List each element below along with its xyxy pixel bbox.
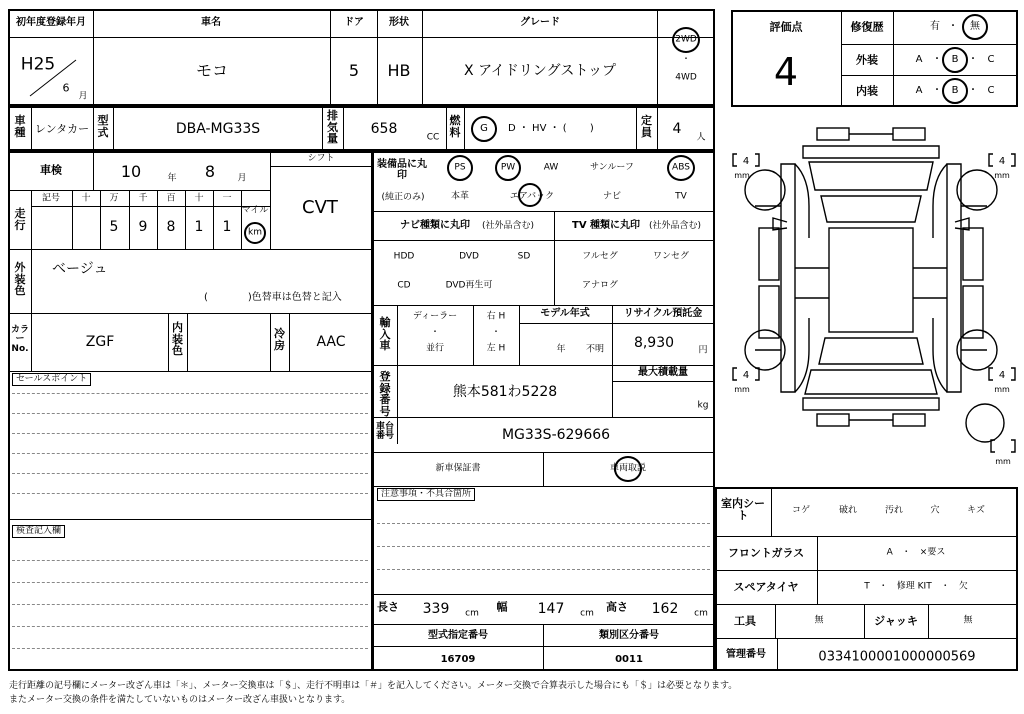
import-hand-dot: ・ bbox=[491, 327, 501, 338]
repair-history-label: 修復歴 bbox=[850, 20, 884, 34]
new-car-warranty: 新車保証書 bbox=[435, 463, 481, 474]
tools-value: 無 bbox=[814, 615, 824, 626]
equipment-pw: PW bbox=[500, 162, 516, 173]
repair-no: 無 bbox=[970, 21, 980, 32]
import-parallel: 並行 bbox=[425, 343, 445, 354]
inspection-year-unit: 年 bbox=[167, 173, 177, 184]
mileage-sign-label: 記号 bbox=[41, 193, 61, 204]
length-cm: cm bbox=[465, 608, 479, 619]
category-label: 類別区分番号 bbox=[599, 630, 659, 641]
inspection-month: 8 bbox=[204, 162, 216, 181]
exterior-color-label: 外装色 bbox=[14, 261, 26, 298]
exterior-grade-c: C bbox=[987, 54, 995, 65]
slash-divider bbox=[28, 58, 78, 98]
sales-points-label: セールスポイント bbox=[12, 373, 91, 386]
inspection-year: 10 bbox=[120, 162, 142, 181]
equipment-label: 装備品に丸印 bbox=[377, 159, 427, 181]
capacity-value: 4 bbox=[672, 121, 682, 137]
import-dot: ・ bbox=[430, 327, 440, 338]
mileage-digit-3: 8 bbox=[166, 219, 176, 235]
seat-stain: 汚れ bbox=[884, 505, 904, 516]
model-value: DBA-MG33S bbox=[175, 121, 261, 137]
footer-note-line1: 走行距離の記号欄にメーター改ざん車は「＊」、メーター交換車は「＄」、走行不明車は「＃」を記入してください。メーター交換で合算表示した場合にも「＄」は必要となります。 bbox=[9, 681, 738, 691]
mm-label: mm bbox=[994, 385, 1010, 394]
chassis-number: MG33S-629666 bbox=[501, 427, 611, 443]
score-label: 評価点 bbox=[769, 20, 803, 34]
tire-mark-rear-left: 4 bbox=[742, 370, 750, 381]
exterior-grade-b: B bbox=[951, 54, 959, 65]
digit-header-2: 千 bbox=[138, 193, 148, 204]
score-value: 4 bbox=[773, 50, 799, 94]
color-number-value: ZGF bbox=[85, 334, 115, 350]
equipment-sub: (純正のみ) bbox=[381, 192, 425, 203]
drive-4wd: 4WD bbox=[675, 72, 697, 83]
seat-hole: 穴 bbox=[930, 505, 940, 516]
jack-label: ジャッキ bbox=[874, 614, 918, 628]
max-load-label: 最大積載量 bbox=[638, 367, 688, 378]
tire-mark-rear-right: 4 bbox=[998, 370, 1006, 381]
nav-type-label: ナビ種類に丸印 bbox=[400, 220, 470, 231]
mm-label: mm bbox=[734, 171, 750, 180]
digit-header-3: 百 bbox=[166, 193, 176, 204]
mileage-label: 走行 bbox=[14, 207, 26, 232]
digit-header-5: 一 bbox=[222, 193, 232, 204]
windshield-value: A ・ ×要ス bbox=[886, 547, 946, 558]
km-unit: km bbox=[248, 227, 262, 238]
equipment-tv: TV bbox=[675, 191, 687, 202]
seat-tear: 破れ bbox=[838, 505, 858, 516]
inspection-label: 車検 bbox=[40, 163, 62, 177]
shape-label: 形状 bbox=[389, 17, 409, 28]
equipment-navi: ナビ bbox=[602, 191, 622, 202]
mileage-digit-4: 1 bbox=[194, 219, 204, 235]
nav-type-sub: (社外品含む) bbox=[482, 221, 535, 231]
nav-sd: SD bbox=[517, 251, 531, 262]
registration-label: 登録番号 bbox=[379, 370, 391, 418]
first-registration-year: H25 bbox=[20, 54, 56, 75]
mileage-digit-2: 9 bbox=[138, 219, 148, 235]
capacity-label: 定員 bbox=[641, 114, 652, 139]
tv-fullseg: フルセグ bbox=[582, 251, 618, 262]
drive-separator: ・ bbox=[681, 54, 691, 65]
car-name-value: モコ bbox=[195, 61, 229, 80]
mm-label: mm bbox=[994, 171, 1010, 180]
model-year-unknown: 不明 bbox=[585, 344, 605, 355]
model-year-label: モデル年式 bbox=[540, 308, 590, 319]
mileage-digit-5: 1 bbox=[222, 219, 232, 235]
nav-dvd: DVD bbox=[459, 251, 479, 262]
category-value: 0011 bbox=[615, 654, 643, 665]
kg-unit: kg bbox=[697, 400, 709, 411]
inspection-notes-label: 検査記入欄 bbox=[12, 525, 65, 538]
mm-label: mm bbox=[995, 457, 1011, 466]
import-left-hand: 左 H bbox=[486, 343, 506, 354]
repair-dot: ・ bbox=[948, 21, 958, 32]
door-label: ドア bbox=[344, 17, 364, 28]
length-value: 339 bbox=[422, 601, 450, 617]
tire-mark-front-left: 4 bbox=[742, 156, 750, 167]
body-shape-value: HB bbox=[387, 61, 411, 80]
jack-value: 無 bbox=[963, 615, 973, 626]
height-value: 162 bbox=[651, 601, 679, 617]
tv-type-label: TV 種類に丸印 bbox=[572, 220, 641, 231]
fuel-label: 燃料 bbox=[449, 114, 461, 139]
equipment-ps: PS bbox=[454, 162, 466, 173]
dot: ・ bbox=[932, 54, 942, 65]
usage-value: レンタカー bbox=[34, 122, 90, 136]
import-dealer: ディーラー bbox=[412, 311, 458, 322]
height-cm: cm bbox=[694, 608, 708, 619]
spare-tire-label: スペアタイヤ bbox=[733, 580, 799, 594]
car-name-label: 車名 bbox=[201, 17, 221, 28]
width-value: 147 bbox=[537, 601, 565, 617]
equipment-aw: AW bbox=[543, 162, 559, 173]
length-label: 長さ bbox=[377, 600, 399, 614]
displacement-value: 658 bbox=[370, 121, 398, 137]
mileage-digit-1: 5 bbox=[109, 219, 119, 235]
left-detail-table bbox=[8, 151, 373, 671]
management-number-value: 0334100001000000569 bbox=[818, 649, 976, 665]
windshield-label: フロントガラス bbox=[727, 546, 805, 560]
first-registration-label: 初年度登録年月 bbox=[16, 17, 86, 28]
displacement-label: 排気量 bbox=[327, 109, 338, 146]
month-unit: 月 bbox=[78, 91, 88, 102]
nav-cd: CD bbox=[397, 280, 411, 291]
person-unit: 人 bbox=[696, 132, 706, 143]
seat-scratch: キズ bbox=[967, 505, 985, 516]
interior-grade-b: B bbox=[951, 85, 959, 96]
fuel-gasoline: G bbox=[480, 123, 488, 134]
equipment-airbag: エアバック bbox=[509, 191, 555, 202]
digit-header-1: 万 bbox=[109, 193, 119, 204]
repair-yes: 有 bbox=[930, 21, 940, 32]
spec-row bbox=[8, 106, 715, 151]
seat-burn: コゲ bbox=[791, 505, 811, 516]
aircon-label: 冷房 bbox=[274, 327, 285, 352]
interior-color-label: 内装色 bbox=[172, 321, 183, 358]
owner-manual: 車両取説 bbox=[609, 463, 647, 474]
dot: ・ bbox=[968, 54, 978, 65]
width-cm: cm bbox=[580, 608, 594, 619]
type-designation-value: 16709 bbox=[440, 654, 476, 665]
dot: ・ bbox=[968, 85, 978, 96]
type-designation-label: 型式指定番号 bbox=[428, 630, 488, 641]
shift-label: シフト bbox=[307, 153, 335, 164]
car-damage-diagram bbox=[725, 118, 1020, 478]
model-year-unit: 年 bbox=[556, 344, 566, 355]
drive-2wd: 2WD bbox=[675, 34, 697, 45]
usage-label: 車種 bbox=[14, 114, 26, 139]
interior-grade-a: A bbox=[915, 85, 923, 96]
exterior-grade-a: A bbox=[915, 54, 923, 65]
yen-unit: 円 bbox=[698, 345, 708, 356]
equipment-leather: 本革 bbox=[450, 191, 470, 202]
cc-unit: CC bbox=[426, 132, 440, 143]
tools-label: 工具 bbox=[734, 614, 756, 628]
tv-type-sub: (社外品含む) bbox=[649, 221, 702, 231]
height-label: 高さ bbox=[606, 600, 628, 614]
recycle-fee-label: リサイクル預託金 bbox=[623, 308, 703, 319]
chassis-label: 車台番号 bbox=[375, 422, 394, 442]
interior-grade-c: C bbox=[987, 85, 995, 96]
first-registration-month: 6 bbox=[62, 81, 70, 95]
dot: ・ bbox=[932, 85, 942, 96]
color-number-label: カラーNo. bbox=[10, 325, 29, 354]
inspection-month-unit: 月 bbox=[237, 173, 247, 184]
mile-unit: マイル bbox=[241, 205, 269, 216]
tv-analog: アナログ bbox=[581, 280, 619, 291]
door-count-value: 5 bbox=[348, 61, 360, 80]
shift-value: CVT bbox=[302, 197, 338, 218]
fuel-other-options: D ・ HV ・ ( ) bbox=[508, 123, 594, 134]
caution-label: 注意事項・不具合箇所 bbox=[377, 488, 475, 501]
model-label: 型式 bbox=[97, 114, 109, 139]
footer-note-line2: またメーター交換の条件を満たしていないものはメーター改ざん車扱いとなります。 bbox=[9, 695, 351, 705]
exterior-grade-label: 外装 bbox=[856, 53, 878, 67]
management-number-label: 管理番号 bbox=[726, 649, 766, 660]
tv-oneseg: ワンセグ bbox=[652, 251, 690, 262]
nav-hdd: HDD bbox=[393, 251, 415, 262]
width-label: 幅 bbox=[496, 600, 508, 614]
interior-seat-label: 室内シート bbox=[721, 497, 765, 522]
recycle-fee-value: 8,930 bbox=[633, 335, 675, 351]
aircon-value: AAC bbox=[316, 334, 346, 350]
digit-header-4: 十 bbox=[194, 193, 204, 204]
interior-grade-label: 内装 bbox=[856, 84, 878, 98]
exterior-color-value: ベージュ bbox=[52, 261, 108, 277]
equipment-sunroof: サンルーフ bbox=[590, 162, 634, 173]
spare-tire-value: T ・ 修理 KIT ・ 欠 bbox=[864, 581, 968, 592]
digit-header-0: 十 bbox=[81, 193, 91, 204]
import-right-hand: 右 H bbox=[486, 311, 506, 322]
mm-label: mm bbox=[734, 385, 750, 394]
nav-dvd-playback: DVD再生可 bbox=[445, 280, 493, 291]
grade-label: グレード bbox=[520, 17, 560, 28]
import-label: 輸入車 bbox=[379, 316, 391, 353]
equipment-abs: ABS bbox=[672, 162, 690, 173]
grade-value: X アイドリングストップ bbox=[464, 63, 616, 79]
color-change-note: ( )色替車は色替と記入 bbox=[204, 292, 342, 303]
registration-number: 熊本581わ5228 bbox=[452, 384, 558, 400]
tire-mark-front-right: 4 bbox=[998, 156, 1006, 167]
